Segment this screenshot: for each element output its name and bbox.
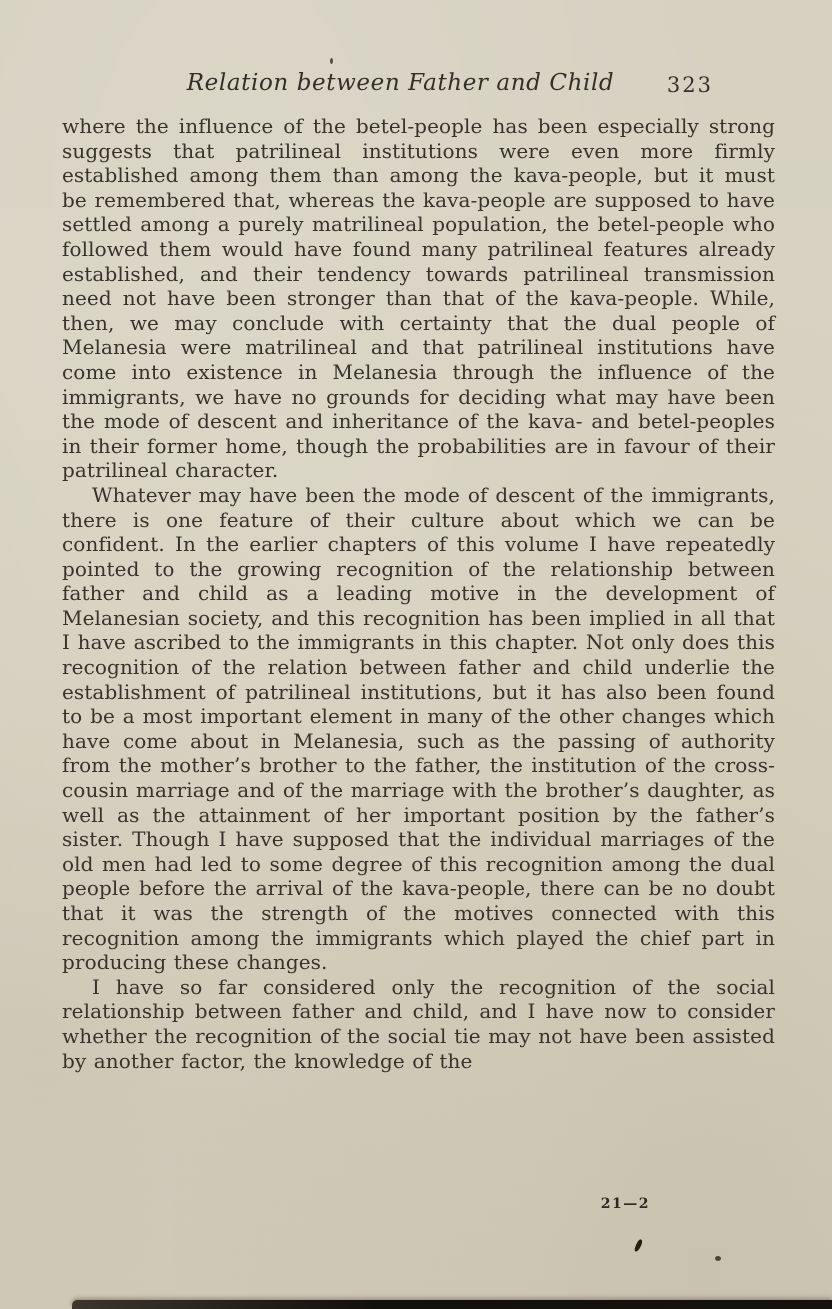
page-bottom-edge [72, 1300, 832, 1309]
paragraph-1: where the influence of the betel-people has been especially strong suggests that patrilineal institutions were even more firmly established among them than among the kava-people, but it must be remembered that, whereas the kava-people are supposed to have settled among a purely matrilineal population, the betel-people who followed them would have found many patrilineal features already established, and their tendency towards patrilineal transmission need not have been stronger than that of the kava-people. While, then, we may conclude with certainty that the dual people of Melanesia were matrilineal and that patrilineal institutions have come into existence in Melanesia through the influence of the immigrants, we have no grounds for deciding what may have been the mode of descent and inheritance of the kava- and betel-peoples in their former home, though the probabilities are in favour of their patrilineal character. [62, 114, 775, 483]
paragraph-2: Whatever may have been the mode of descent of the immigrants, there is one feature of their culture about which we can be confident. In the earlier chapters of this volume I have repeatedly pointed to the growing recognition of the relationship between father and child as a leading motive in the development of Melanesian society, and this recognition has been implied in all that I have ascribed to the immigrants in this chapter. Not only does this recognition of the relation between father and child underlie the establishment of patrilineal institutions, but it has also been found to be a most important element in many of the other changes which have come about in Melanesia, such as the passing of authority from the mother’s brother to the father, the institution of the cross-cousin marriage and of the marriage with the brother’s daughter, as well as the attainment of her important position by the father’s sister. Though I have supposed that the individual marriages of the old men had led to some degree of this recognition among the dual people before the arrival of the kava-people, there can be no doubt that it was the strength of the motives connected with this recognition among the immigrants which played the chief part in producing these changes. [62, 482, 775, 975]
page-number: 323 [666, 73, 713, 97]
body-text [62, 114, 775, 1073]
running-head-title: Relation between Father and Child [186, 70, 615, 96]
ink-speck [330, 58, 333, 64]
signature-mark: 21—2 [600, 1196, 650, 1212]
paragraph-3: I have so far considered only the recognition of the social relationship between father and child, and I have now to consider whether the recognition of the social tie may not have been assisted by another factor, the knowledge of the [62, 974, 775, 1073]
page-header [62, 70, 775, 102]
ink-speck [715, 1256, 721, 1261]
ink-speck [634, 1239, 643, 1253]
